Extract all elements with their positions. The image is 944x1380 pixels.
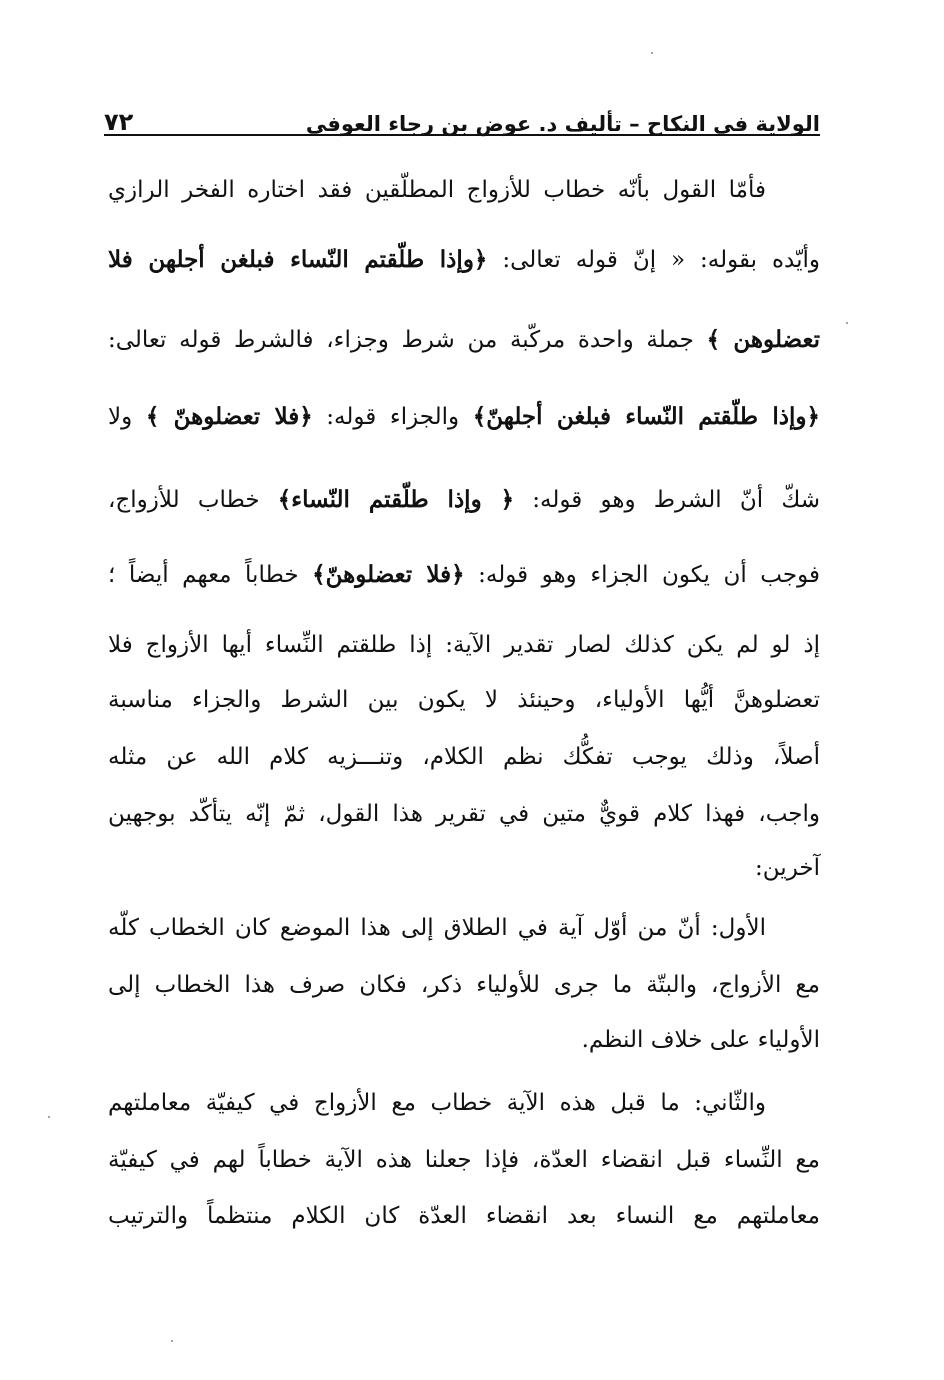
text-line <box>108 240 820 280</box>
text-run: مع النِّساء قبل انقضاء العدّة، فإذا جعلنا هذه الآية خطاباً لهم في كيفيّة <box>108 1147 820 1173</box>
text-run: فوجب أن يكون الجزاء وهو قوله: <box>464 562 820 588</box>
quran-quote: ﴿فلا تعضلوهنّ ﴾ <box>145 403 313 430</box>
text-run: الأول: أنّ من أوّل آية في الطلاق إلى هذا الموضع كان الخطاب كلّه <box>108 915 766 941</box>
text-run: والثّاني: ما قبل هذه الآية خطاب مع الأزواج في كيفيّة معاملتهم <box>108 1090 766 1116</box>
text-run: فأمّا القول بأنّه خطاب للأزواج المطلّقين فقد اختاره الفخر الرازي <box>108 177 766 203</box>
quran-quote: ﴿وإذا طلّقتم النّساء فبلغن أجلهن فلا <box>108 246 488 273</box>
text-run: مع الأزواج، والبتّة ما جرى للأولياء ذكر، فكان صرف هذا الخطاب إلى <box>108 972 820 998</box>
text-run: وأيّده بقوله: « إنّ قوله تعالى: <box>487 247 820 273</box>
quran-quote: ﴿ وإذا طلّقتم النّساء﴾ <box>277 486 515 513</box>
text-line <box>108 397 820 437</box>
text-line <box>108 625 820 665</box>
text-run: خطاب للأزواج، <box>108 487 278 513</box>
running-header <box>104 96 820 136</box>
text-run: آخرين: <box>755 855 820 881</box>
header-rule <box>104 134 820 136</box>
text-line <box>108 555 820 595</box>
text-run: معاملتهم مع النساء بعد انقضاء العدّة كان الكلام منتظماً والترتيب <box>108 1203 820 1229</box>
text-run: والجزاء قوله: <box>312 404 473 430</box>
text-run: الأولياء على خلاف النظم. <box>581 1027 820 1053</box>
text-line <box>108 737 820 777</box>
text-run: أصلاً، وذلك يوجب تفكُّك نظم الكلام، وتنـــزيه كلام الله عن مثله <box>108 744 820 770</box>
scan-speck <box>651 52 653 54</box>
text-line <box>108 848 820 888</box>
scan-speck <box>48 1116 50 1118</box>
text-run: جملة واحدة مركّبة من شرط وجزاء، فالشرط قوله تعالى: <box>108 327 707 353</box>
text-line <box>108 1196 820 1236</box>
text-line <box>108 794 820 834</box>
text-run: ولا <box>108 404 146 430</box>
text-line <box>108 480 820 520</box>
text-line <box>108 908 820 948</box>
quran-quote: ﴿وإذا طلّقتم النّساء فبلغن أجلهنّ﴾ <box>472 403 820 430</box>
text-line <box>108 170 820 210</box>
text-line <box>108 320 820 360</box>
text-run: شكّ أنّ الشرط وهو قوله: <box>514 487 820 513</box>
text-line <box>108 1083 820 1123</box>
header-title: الولاية في النكاح – تأليف د. عوض بن رجاء العوفي <box>305 112 820 136</box>
scan-speck <box>171 1340 173 1342</box>
text-run: خطاباً معهم أيضاً ؛ <box>108 562 313 588</box>
quran-quote: تعضلوهن ﴾ <box>706 326 820 353</box>
text-line <box>108 1140 820 1180</box>
text-run: إذ لو لم يكن كذلك لصار تقدير الآية: إذا طلقتم النِّساء أيها الأزواج فلا <box>108 632 820 658</box>
scan-speck <box>846 322 848 324</box>
text-line <box>108 965 820 1005</box>
text-line <box>108 680 820 720</box>
page-number: ٧٢ <box>104 108 134 136</box>
text-line <box>108 1020 820 1060</box>
text-run: تعضلوهنَّ أيُّها الأولياء، وحينئذ لا يكون بين الشرط والجزاء مناسبة <box>108 687 820 713</box>
quran-quote: ﴿فلا تعضلوهنّ﴾ <box>312 561 465 588</box>
text-run: واجب، فهذا كلام قويٌّ متين في تقرير هذا القول، ثمّ إنّه يتأكّد بوجهين <box>108 801 820 827</box>
